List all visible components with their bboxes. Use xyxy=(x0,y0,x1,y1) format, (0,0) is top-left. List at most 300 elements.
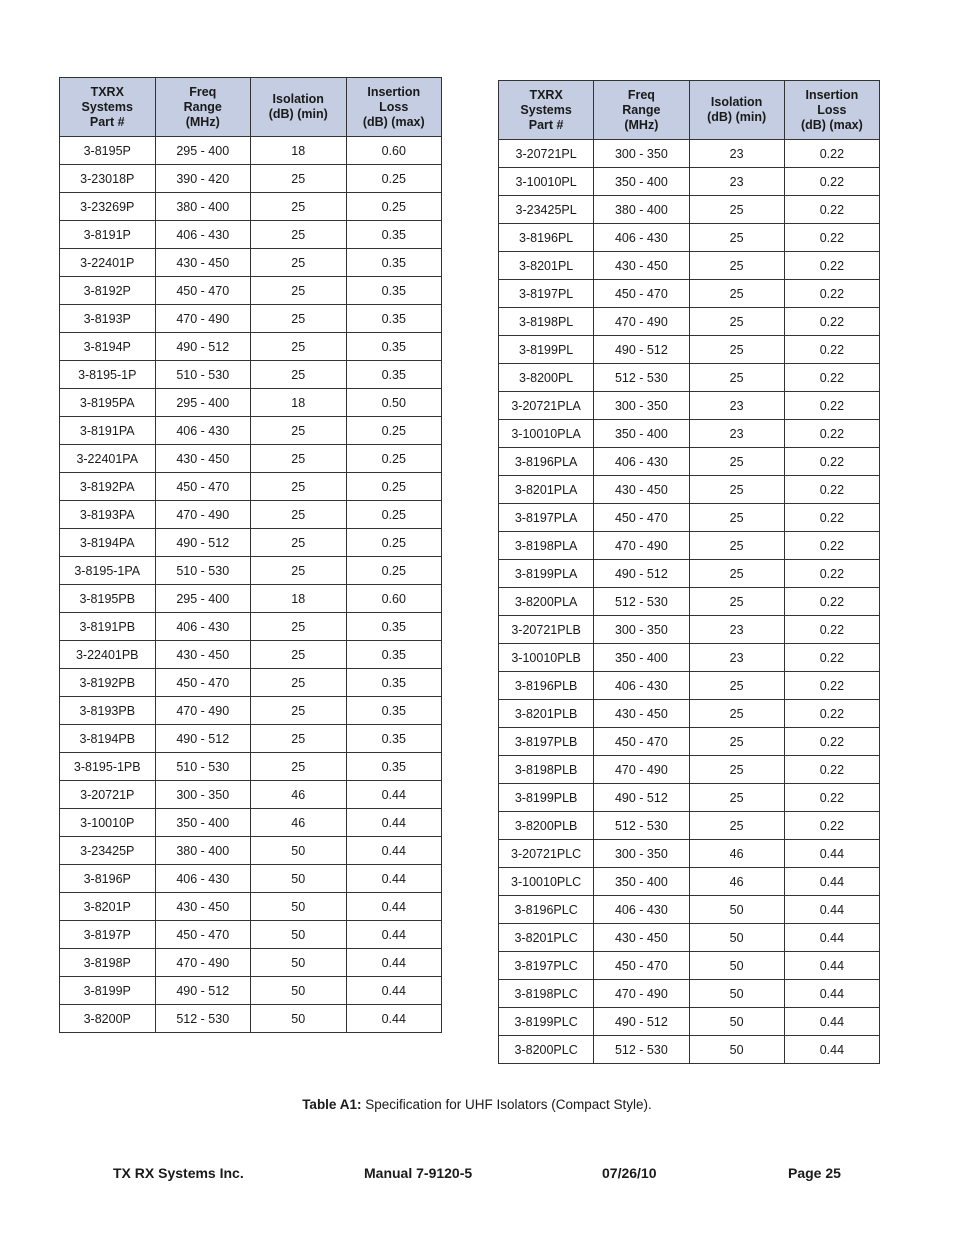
table-cell: 450 - 470 xyxy=(155,473,251,501)
table-cell: 3-8200P xyxy=(60,1005,156,1033)
table-cell: 0.25 xyxy=(346,445,442,473)
table-cell: 0.22 xyxy=(784,756,879,784)
table-cell: 0.22 xyxy=(784,364,879,392)
table-row xyxy=(60,669,442,697)
table-row xyxy=(60,865,442,893)
table-cell: 300 - 350 xyxy=(594,840,689,868)
table-cell: 3-23269P xyxy=(60,193,156,221)
table-cell: 50 xyxy=(689,1036,784,1064)
table-cell: 25 xyxy=(251,249,347,277)
table-row xyxy=(499,1008,880,1036)
table-cell: 25 xyxy=(689,476,784,504)
table-cell: 25 xyxy=(251,473,347,501)
table-cell: 25 xyxy=(251,725,347,753)
table-cell: 490 - 512 xyxy=(594,560,689,588)
table-cell: 3-8200PLB xyxy=(499,812,594,840)
table-cell: 406 - 430 xyxy=(155,613,251,641)
table-cell: 0.22 xyxy=(784,812,879,840)
table-cell: 25 xyxy=(251,417,347,445)
table-cell: 3-8194P xyxy=(60,333,156,361)
column-header: Insertion Loss (dB) (max) xyxy=(346,78,442,137)
table-cell: 25 xyxy=(689,252,784,280)
table-cell: 406 - 430 xyxy=(155,417,251,445)
table-row xyxy=(499,308,880,336)
header-row xyxy=(60,78,442,137)
table-cell: 3-8197PLA xyxy=(499,504,594,532)
table-cell: 295 - 400 xyxy=(155,137,251,165)
table-cell: 512 - 530 xyxy=(594,812,689,840)
table-cell: 0.25 xyxy=(346,193,442,221)
table-cell: 3-20721PLA xyxy=(499,392,594,420)
table-cell: 0.22 xyxy=(784,616,879,644)
table-cell: 3-8197PL xyxy=(499,280,594,308)
table-cell: 0.60 xyxy=(346,137,442,165)
table-row xyxy=(60,361,442,389)
table-cell: 512 - 530 xyxy=(155,1005,251,1033)
table-cell: 350 - 400 xyxy=(594,644,689,672)
table-cell: 406 - 430 xyxy=(594,672,689,700)
table-cell: 3-8195-1PB xyxy=(60,753,156,781)
table-cell: 3-8193PA xyxy=(60,501,156,529)
column-header: TXRX Systems Part # xyxy=(60,78,156,137)
table-cell: 0.22 xyxy=(784,168,879,196)
table-cell: 50 xyxy=(689,924,784,952)
header-row xyxy=(499,81,880,140)
table-cell: 0.25 xyxy=(346,417,442,445)
table-row xyxy=(499,224,880,252)
table-cell: 0.22 xyxy=(784,532,879,560)
table-row xyxy=(499,476,880,504)
table-cell: 3-8193P xyxy=(60,305,156,333)
table-cell: 0.22 xyxy=(784,196,879,224)
column-header: Isolation (dB) (min) xyxy=(689,81,784,140)
table-cell: 406 - 430 xyxy=(594,224,689,252)
table-cell: 3-8192PB xyxy=(60,669,156,697)
table-cell: 0.44 xyxy=(346,837,442,865)
table-cell: 0.22 xyxy=(784,336,879,364)
table-cell: 25 xyxy=(251,613,347,641)
table-cell: 3-8191PB xyxy=(60,613,156,641)
table-cell: 3-8199P xyxy=(60,977,156,1005)
table-cell: 25 xyxy=(251,333,347,361)
isolator-spec-table-right xyxy=(498,80,880,1064)
isolator-spec-table-left xyxy=(59,77,442,1033)
table-cell: 3-8197PLB xyxy=(499,728,594,756)
table-cell: 350 - 400 xyxy=(594,168,689,196)
table-cell: 25 xyxy=(689,756,784,784)
table-cell: 406 - 430 xyxy=(155,865,251,893)
table-cell: 50 xyxy=(251,865,347,893)
table-cell: 0.35 xyxy=(346,641,442,669)
table-cell: 25 xyxy=(251,305,347,333)
table-cell: 50 xyxy=(251,949,347,977)
table-cell: 0.44 xyxy=(784,924,879,952)
table-row xyxy=(499,140,880,168)
table-cell: 3-8195-1PA xyxy=(60,557,156,585)
table-cell: 0.22 xyxy=(784,700,879,728)
table-cell: 25 xyxy=(251,221,347,249)
table-cell: 380 - 400 xyxy=(155,837,251,865)
footer-manual: Manual 7-9120-5 xyxy=(364,1165,473,1181)
table-cell: 430 - 450 xyxy=(155,249,251,277)
table-cell: 0.35 xyxy=(346,725,442,753)
table-cell: 3-8200PL xyxy=(499,364,594,392)
table-cell: 0.44 xyxy=(784,840,879,868)
table-cell: 380 - 400 xyxy=(155,193,251,221)
table-cell: 0.44 xyxy=(346,781,442,809)
table-cell: 3-8191P xyxy=(60,221,156,249)
table-cell: 23 xyxy=(689,420,784,448)
table-cell: 50 xyxy=(689,1008,784,1036)
table-cell: 430 - 450 xyxy=(594,700,689,728)
table-row xyxy=(499,588,880,616)
table-cell: 0.35 xyxy=(346,613,442,641)
table-cell: 3-8199PL xyxy=(499,336,594,364)
table-cell: 430 - 450 xyxy=(594,252,689,280)
table-cell: 3-8196PLC xyxy=(499,896,594,924)
table-row xyxy=(60,249,442,277)
table-cell: 470 - 490 xyxy=(155,501,251,529)
table-row xyxy=(499,980,880,1008)
table-cell: 350 - 400 xyxy=(594,420,689,448)
table-cell: 0.22 xyxy=(784,784,879,812)
table-cell: 3-8195PA xyxy=(60,389,156,417)
table-cell: 470 - 490 xyxy=(594,980,689,1008)
table-row xyxy=(499,672,880,700)
table-row xyxy=(60,137,442,165)
table-cell: 0.22 xyxy=(784,392,879,420)
table-cell: 3-20721P xyxy=(60,781,156,809)
table-cell: 3-8201PLB xyxy=(499,700,594,728)
table-row xyxy=(499,280,880,308)
table-cell: 0.22 xyxy=(784,672,879,700)
table-cell: 25 xyxy=(689,196,784,224)
table-cell: 0.44 xyxy=(346,921,442,949)
table-row xyxy=(499,896,880,924)
table-cell: 390 - 420 xyxy=(155,165,251,193)
table-row xyxy=(60,193,442,221)
table-cell: 350 - 400 xyxy=(594,868,689,896)
table-row xyxy=(499,784,880,812)
table-row xyxy=(499,756,880,784)
table-row xyxy=(499,364,880,392)
table-cell: 3-22401PB xyxy=(60,641,156,669)
table-cell: 46 xyxy=(251,781,347,809)
table-cell: 25 xyxy=(251,529,347,557)
table-caption xyxy=(0,1097,954,1112)
table-row xyxy=(60,389,442,417)
table-cell: 470 - 490 xyxy=(594,308,689,336)
table-cell: 46 xyxy=(251,809,347,837)
table-cell: 25 xyxy=(251,277,347,305)
table-row xyxy=(60,277,442,305)
table-cell: 0.22 xyxy=(784,140,879,168)
table-cell: 3-8198P xyxy=(60,949,156,977)
table-cell: 0.35 xyxy=(346,305,442,333)
table-row xyxy=(60,333,442,361)
table-cell: 25 xyxy=(689,336,784,364)
table-cell: 18 xyxy=(251,137,347,165)
table-cell: 3-8197P xyxy=(60,921,156,949)
table-cell: 25 xyxy=(251,557,347,585)
table-cell: 0.44 xyxy=(346,977,442,1005)
table-cell: 0.35 xyxy=(346,669,442,697)
table-cell: 3-8200PLA xyxy=(499,588,594,616)
table-cell: 430 - 450 xyxy=(155,445,251,473)
table-cell: 0.25 xyxy=(346,501,442,529)
table-cell: 25 xyxy=(689,308,784,336)
table-cell: 0.35 xyxy=(346,277,442,305)
table-cell: 406 - 430 xyxy=(594,448,689,476)
table-cell: 25 xyxy=(689,812,784,840)
table-cell: 3-8198PL xyxy=(499,308,594,336)
table-cell: 490 - 512 xyxy=(594,784,689,812)
table-cell: 295 - 400 xyxy=(155,389,251,417)
table-cell: 0.25 xyxy=(346,557,442,585)
table-cell: 510 - 530 xyxy=(155,361,251,389)
table-cell: 0.44 xyxy=(784,952,879,980)
table-row xyxy=(499,644,880,672)
table-cell: 3-8198PLB xyxy=(499,756,594,784)
table-cell: 25 xyxy=(251,193,347,221)
table-cell: 3-8198PLC xyxy=(499,980,594,1008)
table-cell: 3-8201PLA xyxy=(499,476,594,504)
table-row xyxy=(60,585,442,613)
table-row xyxy=(60,1005,442,1033)
table-cell: 0.44 xyxy=(784,980,879,1008)
footer-company: TX RX Systems Inc. xyxy=(113,1165,244,1181)
table-cell: 0.22 xyxy=(784,252,879,280)
table-cell: 0.25 xyxy=(346,529,442,557)
table-cell: 50 xyxy=(251,893,347,921)
table-cell: 23 xyxy=(689,392,784,420)
table-cell: 50 xyxy=(251,837,347,865)
table-cell: 25 xyxy=(689,364,784,392)
table-cell: 0.44 xyxy=(346,893,442,921)
table-cell: 512 - 530 xyxy=(594,364,689,392)
table-row xyxy=(499,868,880,896)
table-cell: 50 xyxy=(251,1005,347,1033)
table-cell: 0.44 xyxy=(346,1005,442,1033)
table-cell: 430 - 450 xyxy=(155,641,251,669)
table-row xyxy=(499,392,880,420)
table-cell: 510 - 530 xyxy=(155,557,251,585)
table-cell: 3-8199PLB xyxy=(499,784,594,812)
table-cell: 3-8191PA xyxy=(60,417,156,445)
table-cell: 0.22 xyxy=(784,224,879,252)
table-cell: 510 - 530 xyxy=(155,753,251,781)
table-cell: 3-8201PL xyxy=(499,252,594,280)
table-cell: 350 - 400 xyxy=(155,809,251,837)
table-row xyxy=(60,921,442,949)
table-cell: 3-8200PLC xyxy=(499,1036,594,1064)
table-cell: 0.22 xyxy=(784,588,879,616)
table-cell: 300 - 350 xyxy=(594,392,689,420)
table-row xyxy=(60,529,442,557)
table-cell: 25 xyxy=(689,672,784,700)
table-row xyxy=(499,728,880,756)
table-cell: 470 - 490 xyxy=(594,756,689,784)
table-cell: 50 xyxy=(251,977,347,1005)
table-row xyxy=(499,168,880,196)
table-cell: 3-10010PL xyxy=(499,168,594,196)
table-cell: 0.22 xyxy=(784,560,879,588)
table-cell: 450 - 470 xyxy=(155,669,251,697)
table-cell: 3-8201P xyxy=(60,893,156,921)
table-cell: 450 - 470 xyxy=(594,728,689,756)
table-cell: 430 - 450 xyxy=(594,924,689,952)
table-cell: 3-22401PA xyxy=(60,445,156,473)
table-row xyxy=(60,557,442,585)
table-cell: 46 xyxy=(689,840,784,868)
table-cell: 0.22 xyxy=(784,728,879,756)
table-cell: 3-8194PA xyxy=(60,529,156,557)
table-row xyxy=(60,641,442,669)
table-cell: 490 - 512 xyxy=(155,333,251,361)
table-cell: 25 xyxy=(689,588,784,616)
table-cell: 450 - 470 xyxy=(594,952,689,980)
table-row xyxy=(499,560,880,588)
table-row xyxy=(60,417,442,445)
table-row xyxy=(499,336,880,364)
table-row xyxy=(499,252,880,280)
table-cell: 25 xyxy=(251,697,347,725)
table-cell: 300 - 350 xyxy=(155,781,251,809)
table-cell: 0.44 xyxy=(346,865,442,893)
table-cell: 23 xyxy=(689,140,784,168)
table-row xyxy=(60,837,442,865)
table-cell: 3-8196PLA xyxy=(499,448,594,476)
table-row xyxy=(60,165,442,193)
table-row xyxy=(499,504,880,532)
caption-label: Table A1: xyxy=(302,1097,362,1112)
table-cell: 25 xyxy=(251,165,347,193)
table-cell: 3-8195PB xyxy=(60,585,156,613)
table-cell: 25 xyxy=(251,501,347,529)
table-cell: 3-10010P xyxy=(60,809,156,837)
table-cell: 3-10010PLB xyxy=(499,644,594,672)
table-cell: 25 xyxy=(689,532,784,560)
table-cell: 25 xyxy=(689,280,784,308)
table-cell: 3-20721PLC xyxy=(499,840,594,868)
table-cell: 450 - 470 xyxy=(155,277,251,305)
table-cell: 300 - 350 xyxy=(594,616,689,644)
table-cell: 0.25 xyxy=(346,473,442,501)
table-row xyxy=(60,809,442,837)
table-cell: 3-22401P xyxy=(60,249,156,277)
table-cell: 18 xyxy=(251,585,347,613)
table-row xyxy=(60,305,442,333)
column-header: Insertion Loss (dB) (max) xyxy=(784,81,879,140)
table-cell: 3-8199PLA xyxy=(499,560,594,588)
table-cell: 0.22 xyxy=(784,448,879,476)
table-cell: 23 xyxy=(689,644,784,672)
table-cell: 25 xyxy=(251,669,347,697)
table-cell: 25 xyxy=(689,784,784,812)
table-cell: 3-20721PL xyxy=(499,140,594,168)
table-cell: 3-8197PLC xyxy=(499,952,594,980)
table-cell: 490 - 512 xyxy=(155,977,251,1005)
table-cell: 25 xyxy=(689,224,784,252)
table-cell: 3-10010PLA xyxy=(499,420,594,448)
table-cell: 3-8196PL xyxy=(499,224,594,252)
table-cell: 3-8195-1P xyxy=(60,361,156,389)
table-cell: 25 xyxy=(251,361,347,389)
table-row xyxy=(499,812,880,840)
table-cell: 406 - 430 xyxy=(155,221,251,249)
table-cell: 0.35 xyxy=(346,753,442,781)
table-cell: 3-8193PB xyxy=(60,697,156,725)
table-row xyxy=(60,221,442,249)
table-cell: 490 - 512 xyxy=(155,529,251,557)
table-row xyxy=(499,700,880,728)
table-cell: 3-8192P xyxy=(60,277,156,305)
table-cell: 3-10010PLC xyxy=(499,868,594,896)
table-cell: 18 xyxy=(251,389,347,417)
table-cell: 0.35 xyxy=(346,249,442,277)
table-cell: 50 xyxy=(251,921,347,949)
table-cell: 0.60 xyxy=(346,585,442,613)
table-cell: 0.44 xyxy=(784,1008,879,1036)
table-cell: 46 xyxy=(689,868,784,896)
table-row xyxy=(60,893,442,921)
table-cell: 0.22 xyxy=(784,476,879,504)
table-cell: 300 - 350 xyxy=(594,140,689,168)
caption-text: Specification for UHF Isolators (Compact Style). xyxy=(361,1097,652,1112)
table-cell: 470 - 490 xyxy=(155,697,251,725)
table-row xyxy=(499,1036,880,1064)
table-row xyxy=(60,977,442,1005)
table-cell: 0.44 xyxy=(346,809,442,837)
table-cell: 50 xyxy=(689,952,784,980)
table-cell: 470 - 490 xyxy=(594,532,689,560)
column-header: Freq Range (MHz) xyxy=(594,81,689,140)
table-row xyxy=(499,448,880,476)
table-cell: 0.35 xyxy=(346,333,442,361)
table-cell: 0.44 xyxy=(784,896,879,924)
table-cell: 470 - 490 xyxy=(155,305,251,333)
table-cell: 0.50 xyxy=(346,389,442,417)
table-cell: 0.25 xyxy=(346,165,442,193)
table-cell: 25 xyxy=(689,504,784,532)
table-cell: 490 - 512 xyxy=(155,725,251,753)
table-cell: 0.22 xyxy=(784,644,879,672)
footer-page-number: Page 25 xyxy=(788,1165,841,1181)
table-row xyxy=(499,952,880,980)
table-cell: 512 - 530 xyxy=(594,1036,689,1064)
table-cell: 3-8194PB xyxy=(60,725,156,753)
table-row xyxy=(60,753,442,781)
table-row xyxy=(499,532,880,560)
table-cell: 380 - 400 xyxy=(594,196,689,224)
table-cell: 3-8196PLB xyxy=(499,672,594,700)
table-cell: 450 - 470 xyxy=(594,504,689,532)
table-row xyxy=(499,616,880,644)
table-cell: 25 xyxy=(251,445,347,473)
table-cell: 25 xyxy=(251,641,347,669)
table-cell: 0.35 xyxy=(346,697,442,725)
table-row xyxy=(60,473,442,501)
table-cell: 0.44 xyxy=(346,949,442,977)
column-header: Isolation (dB) (min) xyxy=(251,78,347,137)
table-cell: 0.35 xyxy=(346,361,442,389)
column-header: Freq Range (MHz) xyxy=(155,78,251,137)
table-cell: 3-8199PLC xyxy=(499,1008,594,1036)
table-cell: 3-8192PA xyxy=(60,473,156,501)
column-header: TXRX Systems Part # xyxy=(499,81,594,140)
table-cell: 3-8201PLC xyxy=(499,924,594,952)
table-cell: 450 - 470 xyxy=(594,280,689,308)
